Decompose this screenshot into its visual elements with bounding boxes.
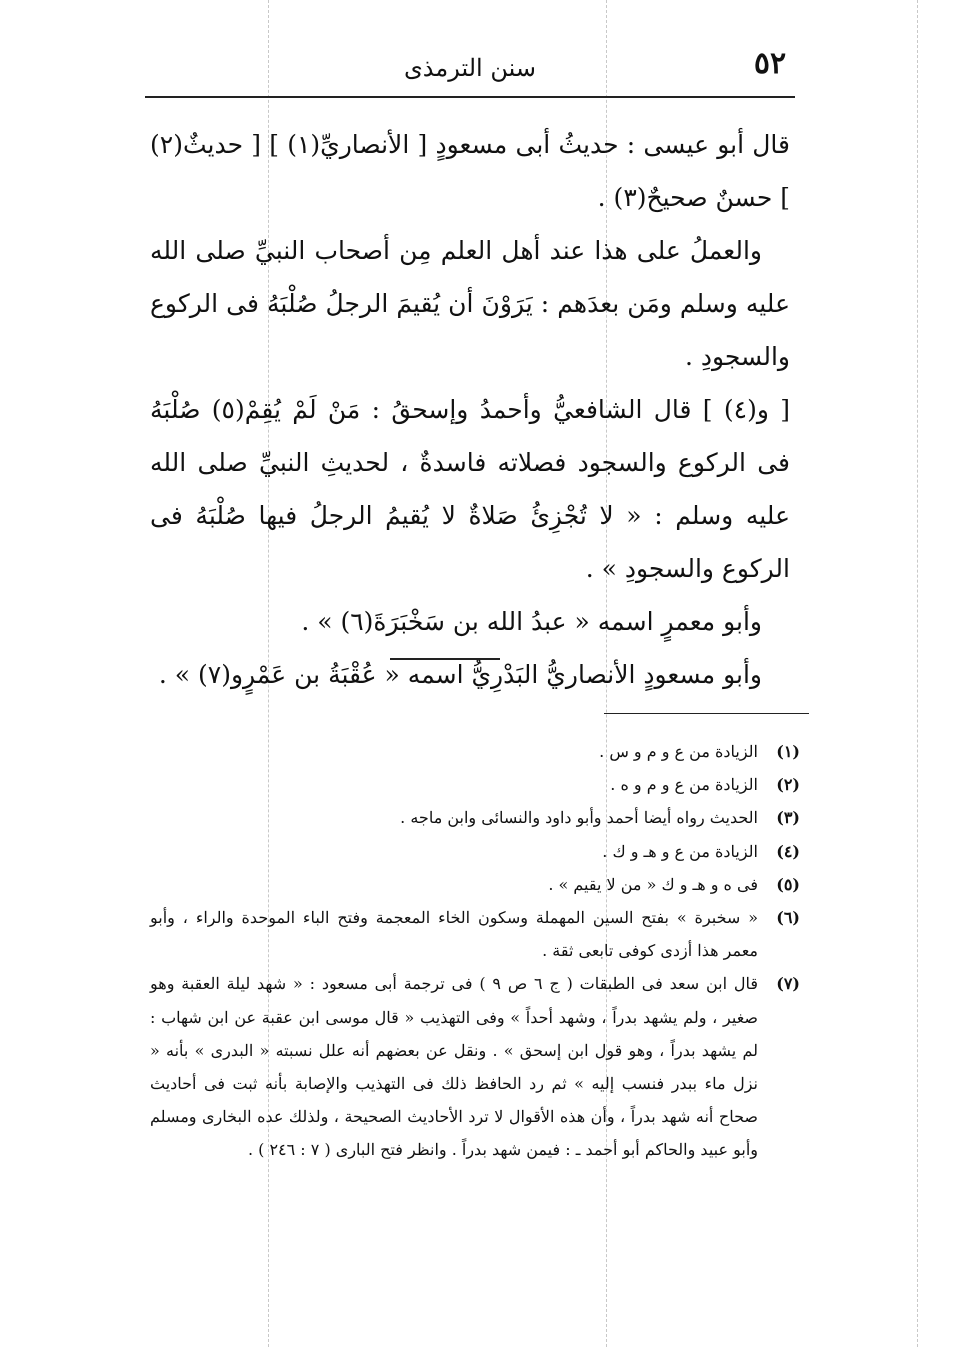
footnote-number: (٢)	[776, 775, 800, 795]
footnote-number: (٣)	[776, 808, 800, 828]
footnote-separator	[604, 713, 809, 714]
footnote-text: الزيادة من ع و م و ه .	[610, 775, 758, 795]
footnotes	[150, 735, 800, 1167]
footnote	[150, 868, 800, 901]
paragraph-shafii-opinion: [ و(٤) ] قال الشافعيُّ وأحمدُ وإسحقُ : مَنْ لَمْ يُقِمْ(٥) صُلْبَهُ فى الركوع والسجود فصلاته فاسدةٌ ، لحديثِ النبيِّ صلى الله عليه وسلم : « لا تُجْزِئُ صَلاةٌ لا يُقيمُ الرجلُ فيها صُلْبَهُ فى الركوع والسجودِ » .	[150, 395, 790, 583]
header-rule	[145, 96, 795, 98]
footnote-number: (٥)	[776, 874, 800, 894]
footnote-text: الزيادة من ع و هـ و ك .	[602, 841, 758, 861]
footnote-number: (٤)	[776, 841, 800, 861]
page-number: ٥٢	[753, 46, 787, 81]
paragraph-abu-mamar: وأبو معمرٍ اسمه « عبدُ الله بن سَخْبَرَةَ(٦) » .	[301, 607, 762, 636]
footnote-text: قال ابن سعد فى الطبقات ( ج ٦ ص ٩ ) فى ترجمة أبى مسعود : « شهد ليلة العقبة وهو صغير ، ولم يشهد بدراً ، وشهد أحداً » وفى التهذيب « قال موسى ابن عقبة عن ابن شهاب : لم يشهد بدراً ، وهو قول ابن إسحق » . ونقل عن بعضهم أنه علل نسبته « البدرى » بأنه « نزل ماء ببدر فنسب إليه » ثم رد الحافظ ذلك فى التهذيب والإصابة بأنه ثبت فى أحاديث صحاح أنه شهد بدراً ، وأن هذه الأقوال لا ترد الأحاديث الصحيحة ، ولذلك عده البخارى ومسلم وأبو عبيد والحاكم أبو أحمد ـ : فيمن شهد بدراً . وانظر فتح البارى ( ٧ : ٢٤٦ ) .	[150, 974, 759, 1160]
paragraph-hadith-grade: قال أبو عيسى : حديثُ أبى مسعودٍ [ الأنصاريِّ(١) ] [ حديثٌ(٢) ] حسنٌ صحيحٌ(٣) .	[150, 130, 790, 212]
footnote-text: « سخبرة » بفتح السين المهملة وسكون الخاء المعجمة وفتح الباء الموحدة والراء ، وأبو معمر هذا أزدى كوفى تابعى ثقة .	[150, 908, 758, 961]
section-end-rule	[390, 658, 500, 660]
scan-artifact-line	[917, 0, 918, 1347]
footnote-text: الحديث رواه أيضا أحمد وأبو داود والنسائى وابن ماجه .	[400, 808, 758, 828]
footnote-number: (٧)	[776, 974, 800, 994]
footnote	[150, 967, 800, 1166]
footnote	[150, 801, 800, 834]
footnote-number: (٦)	[776, 908, 800, 928]
paragraph-scholars-practice: والعملُ على هذا عند أهل العلم مِن أصحاب النبيِّ صلى الله عليه وسلم ومَن بعدَهم : يَرَوْنَ أن يُقيمَ الرجلُ صُلْبَهُ فى الركوع والسجودِ .	[150, 236, 790, 371]
footnote	[150, 735, 800, 768]
footnote-text: الزيادة من ع و م و س .	[599, 742, 758, 761]
footnote-number: (١)	[776, 742, 800, 761]
paragraph-abu-masud: وأبو مسعودٍ الأنصاريُّ البَدْرِيُّ اسمه « عُقْبَةُ بن عَمْرٍو(٧) » .	[158, 660, 762, 689]
footnote-text: فى ه و هـ و ك « من لا يقيم » .	[548, 874, 758, 894]
main-text	[150, 118, 790, 701]
footnote	[150, 835, 800, 868]
running-title: سنن الترمذى	[404, 54, 536, 82]
footnote	[150, 768, 800, 801]
footnote	[150, 901, 800, 967]
